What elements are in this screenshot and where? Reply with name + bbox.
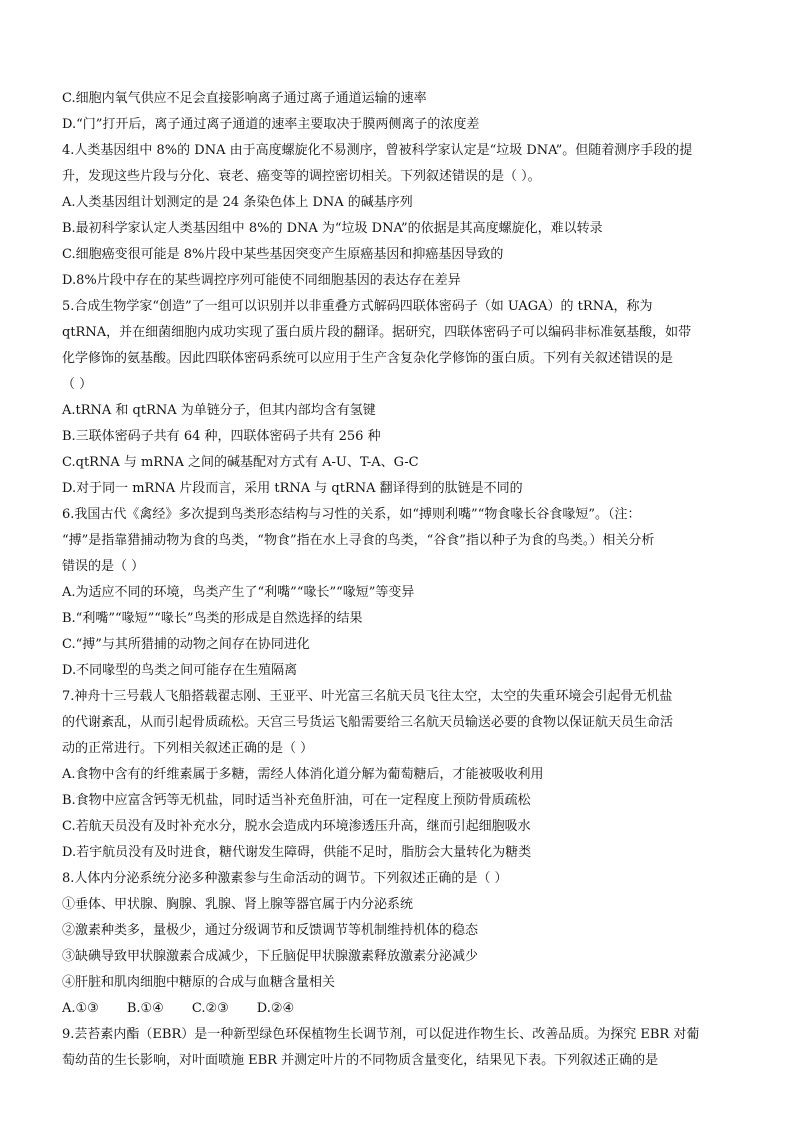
text-line: A.食物中含有的纤维素属于多糖，需经人体消化道分解为葡萄糖后，才能被吸收利用 — [62, 767, 544, 782]
text-line: 6.我国古代《禽经》多次提到鸟类形态结构与习性的关系，如“搏则利嘴”“物食喙长谷食喙短”。（注： — [62, 507, 641, 522]
text-line: D.若宇航员没有及时进食，糖代谢发生障碍，供能不足时，脂肪会大量转化为糖类 — [62, 845, 532, 860]
text-line: D.8%片段中存在的某些调控序列可能使不同细胞基因的表达存在差异 — [62, 273, 461, 288]
text-line: 4.人类基因组中 8%的 DNA 由于高度螺旋化不易测序，曾被科学家认定是“垃圾 DNA”。但随着测序手段的提 — [62, 143, 693, 158]
text-line: C.“搏”与其所猎捕的动物之间存在协同进化 — [62, 637, 310, 652]
text-line: D.对于同一 mRNA 片段而言，采用 tRNA 与 qtRNA 翻译得到的肽链是不同的 — [62, 481, 523, 496]
text-line: 化学修饰的氨基酸。因此四联体密码系统可以应用于生产含复杂化学修饰的蛋白质。下列有关叙述错误的是 — [62, 351, 674, 366]
text-line: B.食物中应富含钙等无机盐，同时适当补充鱼肝油，可在一定程度上预防骨质疏松 — [62, 793, 531, 808]
text-line: 8.人体内分泌系统分泌多种激素参与生命活动的调节。下列叙述正确的是（ ） — [62, 871, 508, 886]
text-line: C.qtRNA 与 mRNA 之间的碱基配对方式有 A-U、T-A、G-C — [62, 455, 419, 470]
text-line: D.不同喙型的鸟类之间可能存在生殖隔离 — [62, 663, 298, 678]
text-line: ④肝脏和肌肉细胞中糖原的合成与血糖含量相关 — [62, 975, 336, 990]
text-line: B.“利嘴”“喙短”“喙长”鸟类的形成是自然选择的结果 — [62, 611, 363, 626]
text-line: （ ） — [62, 377, 93, 392]
text-line: “搏”是指靠猎捕动物为食的鸟类，“物食”指在水上寻食的鸟类，“谷食”指以种子为食的鸟类。）相关分析 — [62, 533, 655, 548]
text-line: C.细胞癌变很可能是 8%片段中某些基因突变产生原癌基因和抑癌基因导致的 — [62, 247, 504, 262]
text-line: 错误的是（ ） — [62, 559, 145, 574]
text-line: 7.神舟十三号载人飞船搭载翟志刚、王亚平、叶光富三名航天员飞往太空，太空的失重环境会引起骨无机盐 — [62, 689, 673, 704]
text-line: ①垂体、甲状腺、胸腺、乳腺、肾上腺等器官属于内分泌系统 — [62, 897, 414, 912]
q8-option-c: C.②③ — [191, 1001, 229, 1016]
q8-option-b: B.①④ — [126, 1001, 164, 1016]
text-line: C.若航天员没有及时补充水分，脱水会造成内环境渗透压升高，继而引起细胞吸水 — [62, 819, 531, 834]
question-9 — [62, 1022, 732, 1074]
text-line: 的代谢紊乱，从而引起骨质疏松。天宫三号货运飞船需要给三名航天员输送必要的食物以保证航天员生命活 — [62, 715, 674, 730]
q8-option-a: A.①③ — [62, 1001, 99, 1016]
text-line: D.“门”打开后，离子通过离子通道的速率主要取决于膜两侧离子的浓度差 — [62, 117, 480, 132]
q8-option-d: D.②④ — [256, 1001, 295, 1016]
text-line: 9.芸苔素内酯（EBR）是一种新型绿色环保植物生长调节剂，可以促进作物生长、改善品质。为探究 EBR 对葡 — [62, 1027, 700, 1042]
text-body — [62, 86, 732, 996]
text-line: 5.合成生物学家“创造”了一组可以识别并以非重叠方式解码四联体密码子（如 UAGA）的 tRNA，称为 — [62, 299, 653, 314]
exam-page — [62, 86, 732, 1074]
text-line: qtRNA，并在细菌细胞内成功实现了蛋白质片段的翻译。据研究，四联体密码子可以编码非标准氨基酸，如带 — [62, 325, 692, 340]
text-line: C.细胞内氧气供应不足会直接影响离子通过离子通道运输的速率 — [62, 91, 427, 106]
text-line: 升，发现这些片段与分化、衰老、癌变等的调控密切相关。下列叙述错误的是（ ）。 — [62, 169, 541, 184]
text-line: A.tRNA 和 qtRNA 为单链分子，但其内部均含有氢键 — [62, 403, 376, 418]
text-line: ②激素种类多，量极少，通过分级调节和反馈调节等机制维持机体的稳态 — [62, 923, 479, 938]
text-line: A.为适应不同的环境，鸟类产生了“利嘴”“喙长”“喙短”等变异 — [62, 585, 415, 600]
text-line: A.人类基因组计划测定的是 24 条染色体上 DNA 的碱基序列 — [62, 195, 413, 210]
text-line: 动的正常进行。下列相关叙述正确的是（ ） — [62, 741, 314, 756]
text-line: B.三联体密码子共有 64 种，四联体密码子共有 256 种 — [62, 429, 381, 444]
text-line: 萄幼苗的生长影响，对叶面喷施 EBR 并测定叶片的不同物质含量变化，结果见下表。下列叙述正确的是 — [62, 1053, 659, 1068]
text-line: B.最初科学家认定人类基因组中 8%的 DNA 为“垃圾 DNA”的依据是其高度螺旋化，难以转录 — [62, 221, 603, 236]
text-line: ③缺碘导致甲状腺激素合成减少，下丘脑促甲状腺激素释放激素分泌减少 — [62, 949, 479, 964]
q8-options — [62, 996, 732, 1022]
